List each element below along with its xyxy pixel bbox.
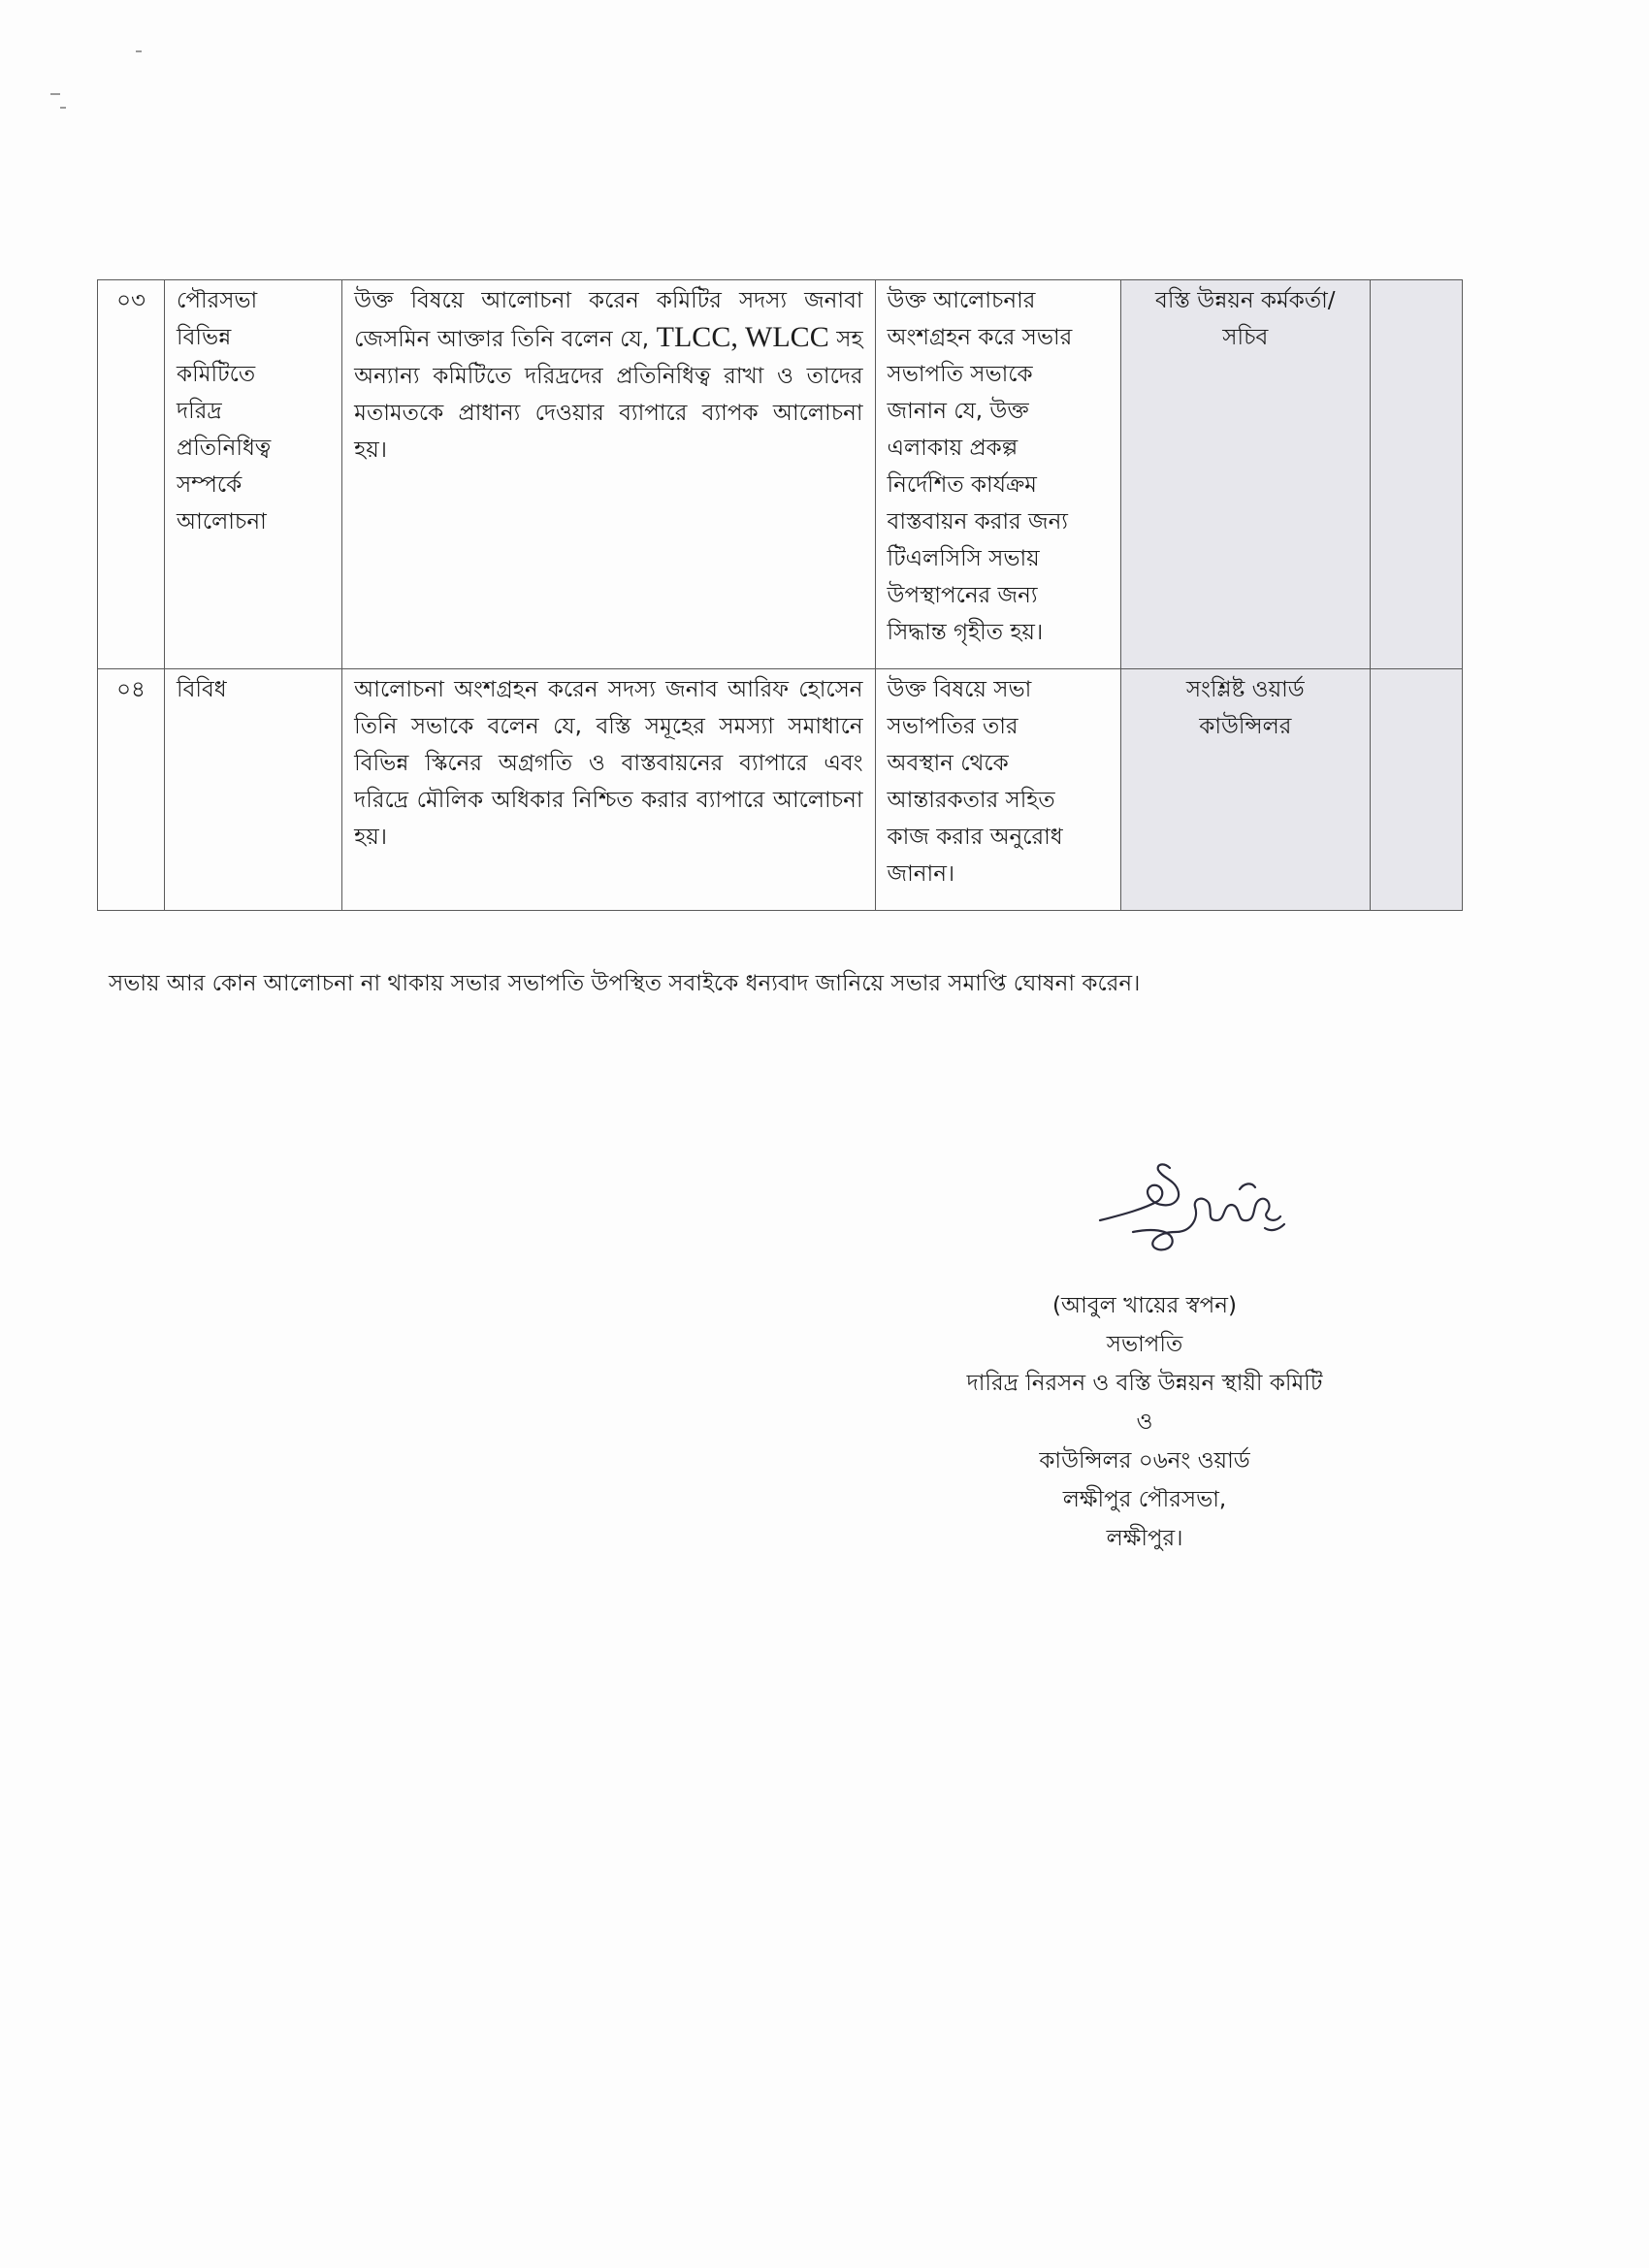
discussion-text: সহ অন্যান্য কমিটিতে দরিদ্রদের প্রতিনিধিত্ব রাখা ও তাদের মতামতকে প্রাধান্য দেওয়ার ব্যাপারে ব্যাপক আলোচনা হয়। [354, 327, 863, 463]
responsible-cell [1120, 280, 1370, 669]
scan-speck [136, 50, 142, 52]
decision-line: উক্ত আলোচনার [887, 288, 1036, 313]
signature-block [912, 1286, 1377, 1558]
decision-line: নির্দেশিত কার্যক্রম [887, 472, 1037, 498]
signatory-designation: সভাপতি [1106, 1332, 1183, 1357]
topic-cell [165, 280, 342, 669]
decision-line: অবস্থান থেকে [887, 751, 1009, 776]
blank-cell [1370, 280, 1462, 669]
topic-line: প্রতিনিধিত্ব [177, 436, 272, 461]
decision-line: কাজ করার অনুরোধ [887, 825, 1063, 850]
topic-line: বিবিধ [177, 677, 227, 702]
table-row [98, 669, 1463, 911]
signatory-name: (আবুল খায়ের স্বপন) [1052, 1293, 1237, 1318]
discussion-committee-names: TLCC, WLCC [656, 321, 829, 353]
conjunction: ও [1136, 1409, 1153, 1435]
topic-line: আলোচনা [177, 509, 267, 535]
topic-line: কমিটিতে [177, 362, 256, 387]
serial-cell: ০৩ [98, 280, 165, 669]
topic-cell [165, 669, 342, 911]
decision-line: সিদ্ধান্ত গৃহীত হয়। [887, 620, 1044, 645]
responsible-line: সংশ্লিষ্ট ওয়ার্ড [1185, 677, 1305, 702]
district: লক্ষীপুর। [1106, 1526, 1183, 1551]
decision-line: উপস্থাপনের জন্য [887, 583, 1038, 608]
discussion-cell: আলোচনা অংশগ্রহন করেন সদস্য জনাব আরিফ হোসেন তিনি সভাকে বলেন যে, বস্তি সমূহের সমস্যা সমাধানে বিভিন্ন স্কিনের অগ্রগতি ও বাস্তবায়নের ব্যাপারে এবং দরিদ্রে মৌলিক অধিকার নিশ্চিত করার ব্যাপারে আলোচনা হয়। [342, 669, 875, 911]
responsible-line: সচিব [1222, 325, 1269, 350]
discussion-cell [342, 280, 875, 669]
decision-line: সভাপতির তার [887, 714, 1018, 739]
blank-cell [1370, 669, 1462, 911]
topic-line: বিভিন্ন [177, 325, 232, 350]
closing-statement: সভায় আর কোন আলোচনা না থাকায় সভার সভাপতি উপস্থিত সবাইকে ধন্যবাদ জানিয়ে সভার সমাপ্তি ঘোষনা করেন। [109, 971, 1141, 996]
decision-line: এলাকায় প্রকল্প [887, 436, 1018, 461]
decision-cell [875, 280, 1120, 669]
responsible-line: কাউন্সিলর [1199, 714, 1292, 739]
table-row [98, 280, 1463, 669]
discussion-text: উক্ত বিষয়ে আলোচনা করেন কমিটির সদস্য জনাবা জেসমিন আক্তার তিনি বলেন যে, [354, 288, 863, 352]
decision-line: জানান যে, উক্ত [887, 399, 1029, 424]
decision-line: আন্তারকতার সহিত [887, 788, 1055, 813]
topic-line: সম্পর্কে [177, 472, 242, 498]
municipality: লক্ষীপুর পৌরসভা, [1062, 1487, 1227, 1512]
decision-line: বাস্তবায়ন করার জন্য [887, 509, 1068, 535]
decision-cell [875, 669, 1120, 911]
decision-line: টিএলসিসি সভায় [887, 546, 1040, 571]
serial-cell: ০৪ [98, 669, 165, 911]
responsible-line: বস্তি উন্নয়ন কর্মকর্তা/ [1155, 288, 1336, 313]
handwritten-signature [1094, 1160, 1298, 1267]
scan-speck [60, 107, 66, 109]
decision-line: সভাপতি সভাকে [887, 362, 1033, 387]
decision-line: উক্ত বিষয়ে সভা [887, 677, 1032, 702]
committee-name: দারিদ্র নিরসন ও বস্তি উন্নয়ন স্থায়ী কমিটি [966, 1371, 1323, 1396]
responsible-cell [1120, 669, 1370, 911]
scan-speck [50, 93, 60, 95]
decision-line: অংশগ্রহন করে সভার [887, 325, 1073, 350]
minutes-table [97, 279, 1463, 911]
topic-line: পৌরসভা [177, 288, 258, 313]
decision-line: জানান। [887, 861, 955, 887]
ward-title: কাউন্সিলর ০৬নং ওয়ার্ড [1039, 1448, 1250, 1474]
topic-line: দরিদ্র [177, 399, 222, 424]
